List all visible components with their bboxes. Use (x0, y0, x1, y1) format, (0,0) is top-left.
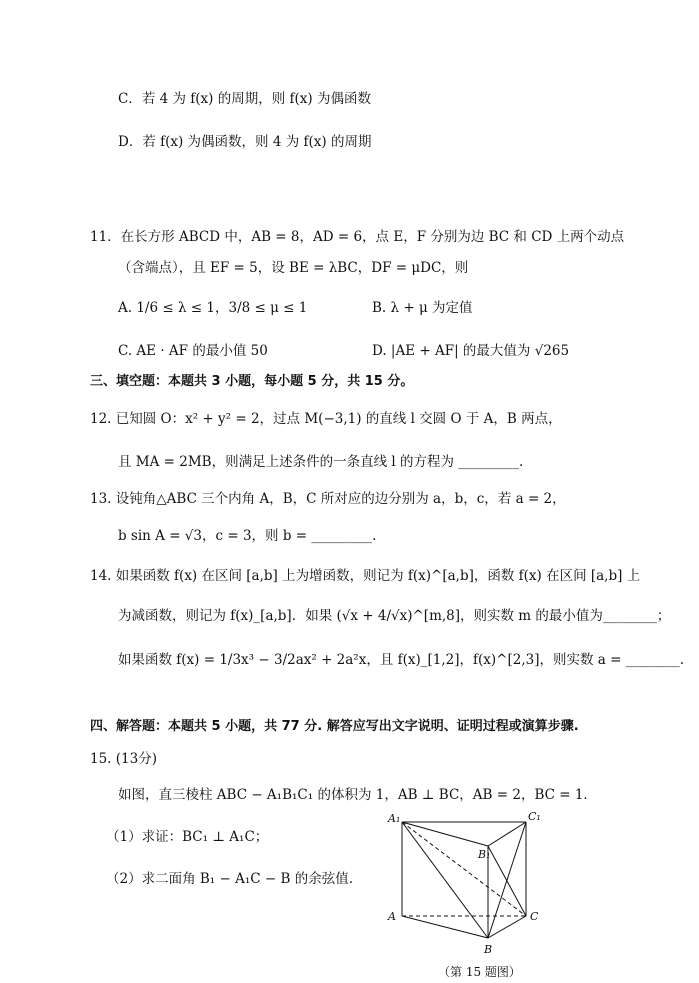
figure-caption: （第 15 题图） (438, 965, 521, 979)
q12-line2: 且 MA = 2MB，则满足上述条件的一条直线 l 的方程为 _________. (118, 454, 524, 470)
q10-option-d: D．若 f(x) 为偶函数，则 4 为 f(x) 的周期 (118, 134, 372, 150)
q14-line1: 14. 如果函数 f(x) 在区间 [a,b] 上为增函数，则记为 f(x)^[a,b]，函数 f(x) 在区间 [a,b] 上 (90, 568, 641, 584)
q15-header: 15. (13分) (90, 751, 157, 767)
section-4-heading: 四、解答题：本题共 5 小题，共 77 分. 解答应写出文字说明、证明过程或演算步骤. (90, 719, 579, 734)
prism-diagram (380, 808, 550, 968)
q11-stem-line1: 11．在长方形 ABCD 中，AB = 8，AD = 6，点 E，F 分别为边 BC 和 CD 上两个动点 (90, 229, 625, 245)
label-c1: C₁ (528, 810, 541, 823)
q10-option-c: C．若 4 为 f(x) 的周期，则 f(x) 为偶函数 (118, 91, 371, 107)
label-a: A (388, 910, 396, 923)
q12-line1: 12. 已知圆 O：x² + y² = 2，过点 M(−3,1) 的直线 l 交圆 O 于 A，B 两点， (90, 411, 562, 427)
label-b: B (484, 943, 493, 956)
q15-part1: （1）求证：BC₁ ⊥ A₁C； (106, 829, 269, 845)
prism-figure (380, 808, 550, 980)
q11-option-a: A. 1/6 ≤ λ ≤ 1，3/8 ≤ μ ≤ 1 (118, 300, 308, 316)
q11-option-c: C. AE · AF 的最小值 50 (118, 343, 268, 359)
q14-line2: 为减函数，则记为 f(x)_[a,b]．如果 (√x + 4/√x)^[m,8]，则实数 m 的最小值为________； (118, 608, 671, 624)
q14-line3: 如果函数 f(x) = 1/3x³ − 3/2ax² + 2a²x，且 f(x)_[1,2]，f(x)^[2,3]，则实数 a = ________. (118, 652, 685, 668)
section-3-heading: 三、填空题：本题共 3 小题，每小题 5 分，共 15 分。 (90, 374, 414, 389)
q15-stem: 如图，直三棱柱 ABC − A₁B₁C₁ 的体积为 1，AB ⊥ BC，AB = 2，BC = 1． (118, 787, 597, 803)
label-c: C (530, 910, 539, 923)
q11-option-d: D. |AE + AF| 的最大值为 √265 (372, 343, 570, 359)
q11-option-b: B. λ + μ 为定值 (372, 300, 473, 316)
q13-line1: 13. 设钝角△ABC 三个内角 A，B，C 所对应的边分别为 a，b，c，若 a = 2， (90, 491, 566, 507)
label-b1: B₁ (478, 848, 491, 861)
q11-stem-line2: （含端点），且 EF = 5，设 BE = λBC，DF = μDC，则 (118, 260, 469, 276)
q15-part2: （2）求二面角 B₁ − A₁C − B 的余弦值. (106, 871, 353, 887)
q13-line2: b sin A = √3，c = 3，则 b = _________. (118, 528, 377, 544)
label-a1: A₁ (388, 812, 401, 825)
